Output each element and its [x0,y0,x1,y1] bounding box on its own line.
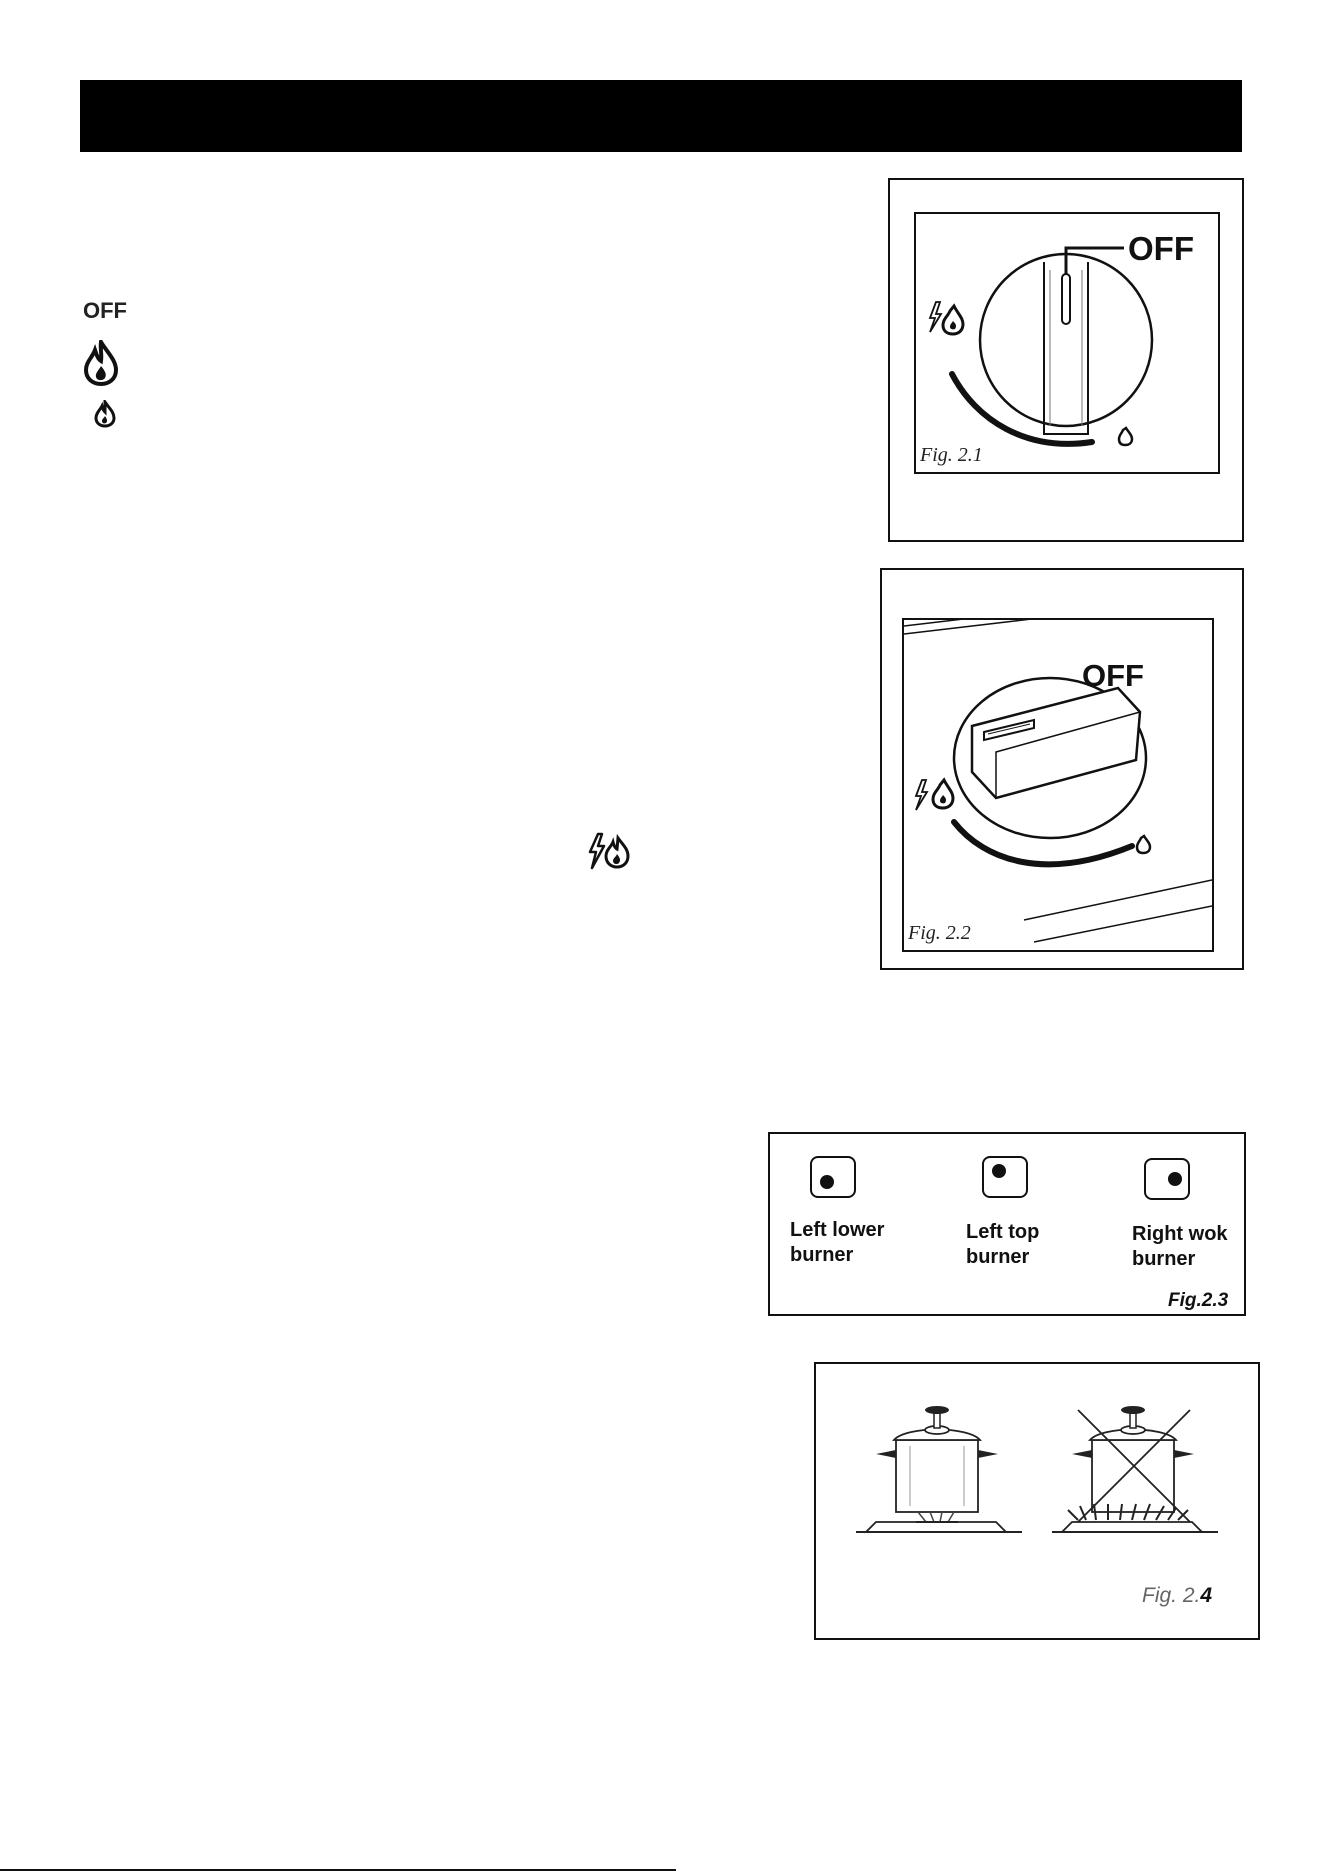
control-knob-angled-illustration [904,620,1212,950]
figure-2-4-caption: Fig. 2.4 [1142,1584,1213,1607]
figure-2-3-caption: Fig.2.3 [1168,1290,1229,1311]
burner-label-right-wok: Right wok burner [1132,1223,1228,1270]
burner-indicator-left-top [982,1156,1028,1198]
burner-label-left-top: Left top burner [966,1221,1040,1268]
pot-size-illustration [846,1394,1232,1544]
control-knob-front-illustration [916,214,1218,472]
burner-indicator-left-lower [810,1156,856,1198]
large-flame-icon [83,340,119,386]
figure-2-4 [814,1362,1260,1640]
figure-2-1-frame [914,212,1220,474]
fig-2-2-off-label: OFF [1082,658,1144,693]
fig-2-1-off-label: OFF [1128,230,1194,267]
figure-2-2-frame [902,618,1214,952]
page-bottom-rule [0,1869,676,1871]
burner-position-dot [1168,1172,1182,1186]
figure-2-2-caption: Fig. 2.2 [908,922,971,944]
figure-2-3 [768,1132,1246,1316]
burner-label-left-lower: Left lower burner [790,1219,885,1266]
off-symbol-label: OFF [83,298,127,323]
burner-position-dot [820,1175,834,1189]
figure-2-1 [888,178,1244,542]
burner-indicator-right-wok [1144,1158,1190,1200]
small-flame-icon [94,400,116,428]
incorrect-pot-icon [1052,1406,1218,1532]
section-header-bar [80,80,1242,152]
correct-pot-icon [856,1406,1022,1532]
figure-2-2 [880,568,1244,970]
spark-flame-icon [586,832,632,872]
figure-2-1-caption: Fig. 2.1 [920,444,983,466]
burner-position-dot [992,1164,1006,1178]
